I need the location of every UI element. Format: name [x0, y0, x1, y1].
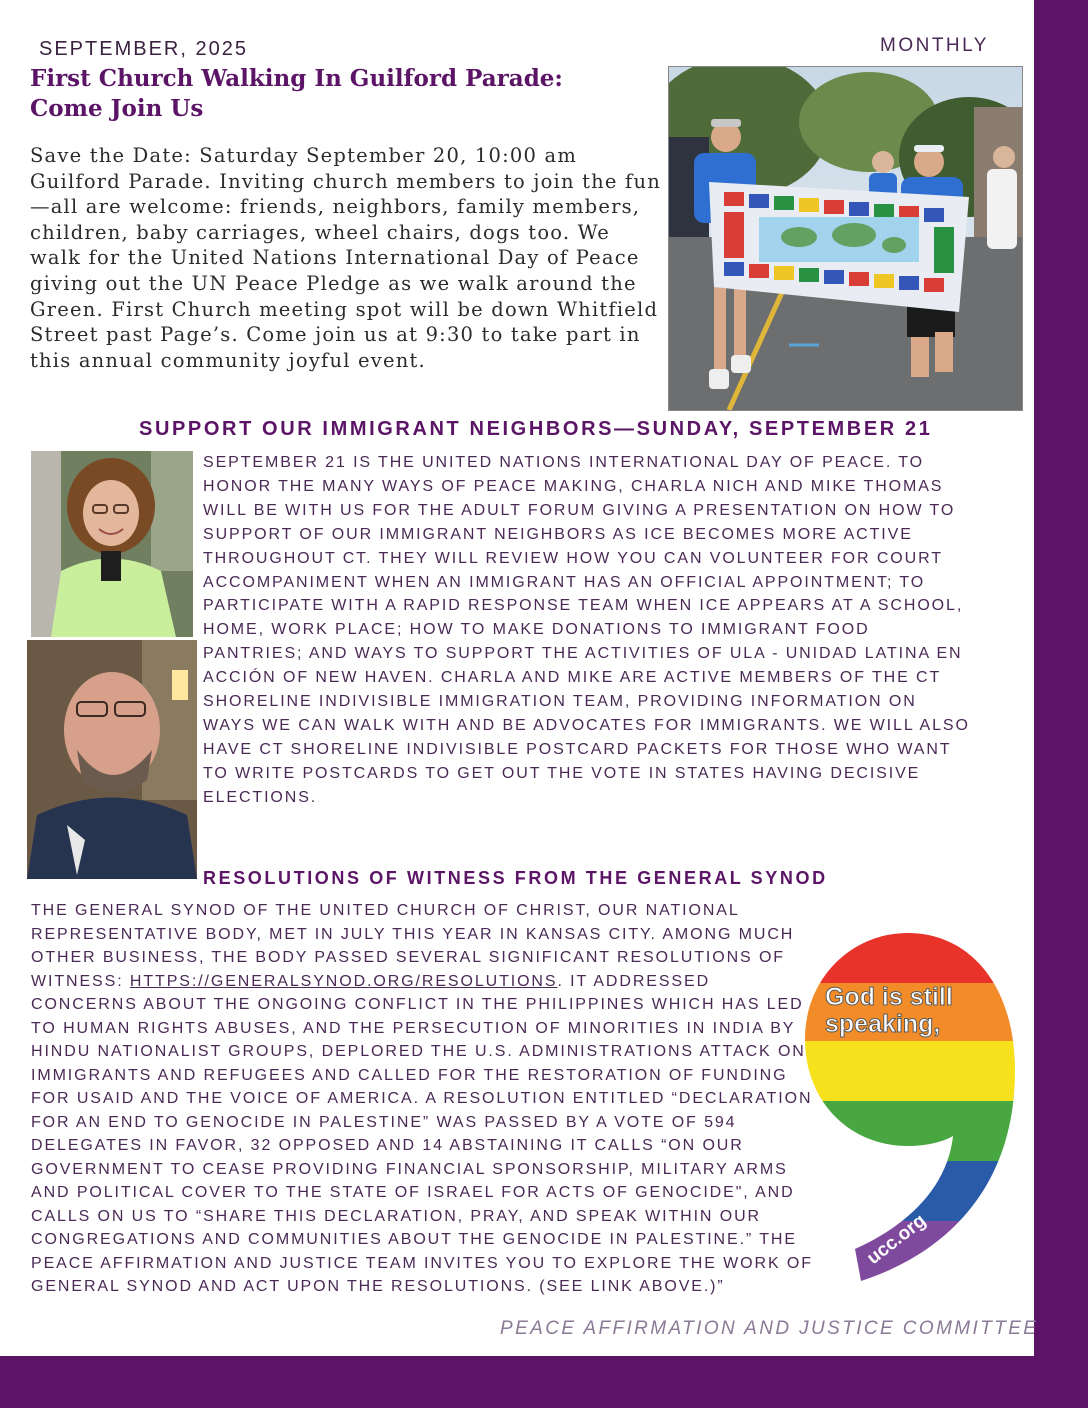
- ucc-comma-logo: [803, 931, 1018, 1283]
- resolutions-text-part2: . IT ADDRESSED CONCERNS ABOUT THE ONGOING CONFLICT IN THE PHILIPPINES WHICH HAS LED TO HUMAN RIGHTS ABUSES, AND THE PERSECUTION OF MINORITIES IN INDIA BY HINDU NATIONALIST GROUPS, DEPLORED THE U.S. ADMINISTRATIONS ATTACK ON IMMIGRANTS AND REFUGEES AND CALLED FOR THE RESTORATION OF FUNDING FOR USAID AND THE VOICE OF AMERICA. A RESOLUTION ENTITLED “DECLARATION FOR AN END TO GENOCIDE IN PALESTINE” WAS PASSED BY A VOTE OF 594 DELEGATES IN FAVOR, 32 OPPOSED AND 14 ABSTAINING IT CALLS “ON OUR GOVERNMENT TO CEASE PROVIDING FINANCIAL SPONSORSHIP, MILITARY ARMS AND POLITICAL COVER TO THE STATE OF ISRAEL FOR ACTS OF GENOCIDE", AND CALLS ON US TO “SHARE THIS DECLARATION, PRAY, AND SPEAK WITHIN OUR CONGREGATIONS AND COMMUNITIES ABOUT THE GENOCIDE IN PALESTINE.” THE PEACE AFFIRMATION AND JUSTICE TEAM INVITES YOU TO EXPLORE THE WORK OF GENERAL SYNOD AND ACT UPON THE RESOLUTIONS. (SEE LINK ABOVE.)”: [31, 972, 813, 1295]
- parade-article-title: First Church Walking In Guilford Parade: Come Join Us: [30, 65, 563, 122]
- footer-committee-signature: PEACE AFFIRMATION AND JUSTICE COMMITTEE: [500, 1318, 1039, 1339]
- ucc-logo-line1: God is still: [825, 983, 953, 1011]
- immigrant-section-body: SEPTEMBER 21 IS THE UNITED NATIONS INTERNATIONAL DAY OF PEACE. TO HONOR THE MANY WAYS OF PEACE MAKING, CHARLA NICH AND MIKE THOMAS WILL BE WITH US FOR THE ADULT FORUM GIVING A PRESENTATION ON HOW TO SUPPORT OF OUR IMMIGRANT NEIGHBORS AS ICE BECOMES MORE ACTIVE THROUGHOUT CT. THEY WILL REVIEW HOW YOU CAN VOLUNTEER FOR COURT ACCOMPANIMENT WHEN AN IMMIGRANT HAS AN OFFICIAL APPOINTMENT; TO PARTICIPATE WITH A RAPID RESPONSE TEAM WHEN ICE APPEARS AT A SCHOOL, HOME, WORK PLACE; HOW TO MAKE DONATIONS TO IMMIGRANT FOOD PANTRIES; AND WAYS TO SUPPORT THE ACTIVITIES OF ULA - UNIDAD LATINA EN ACCIÓN OF NEW HAVEN. CHARLA AND MIKE ARE ACTIVE MEMBERS OF THE CT SHORELINE INDIVISIBLE IMMIGRATION TEAM, PROVIDING INFORMATION ON WAYS WE CAN WALK WITH AND BE ADVOCATES FOR IMMIGRANTS. WE WILL ALSO HAVE CT SHORELINE INDIVISIBLE POSTCARD PACKETS FOR THOSE WHO WANT TO WRITE POSTCARDS TO GET OUT THE VOTE IN STATES HAVING DECISIVE ELECTIONS.: [203, 454, 970, 806]
- resolutions-section-heading: RESOLUTIONS OF WITNESS FROM THE GENERAL SYNOD: [203, 868, 828, 888]
- immigrant-section-heading: SUPPORT OUR IMMIGRANT NEIGHBORS—SUNDAY, SEPTEMBER 21: [139, 418, 933, 440]
- resolutions-text-part1: THE GENERAL SYNOD OF THE UNITED CHURCH OF CHRIST, OUR NATIONAL REPRESENTATIVE BODY, MET IN JULY THIS YEAR IN KANSAS CITY. AMONG MUCH OTHER BUSINESS, THE BODY PASSED SEVERAL SIGNIFICANT RESOLUTIONS OF WITNESS:: [31, 902, 795, 990]
- parade-article-body: Save the Date: Saturday September 20, 10:00 am Guilford Parade. Inviting church members to join the fun—all are welcome: friends, neighbors, family members, children, baby carriages, wheel chairs, dogs too. We walk for the United Nations International Day of Peace giving out the UN Peace Pledge as we walk around the Green. First Church meeting spot will be down Whitfield Street past Page’s. Come join us at 9:30 to take part in this annual community joyful event.: [30, 144, 661, 372]
- bottom-border-bar: [0, 1356, 1088, 1408]
- ucc-logo-site: ucc.org: [863, 1210, 931, 1269]
- issue-frequency: MONTHLY: [880, 35, 989, 56]
- general-synod-resolutions-link[interactable]: HTTPS://GENERALSYNOD.ORG/RESOLUTIONS: [129, 972, 558, 990]
- right-border-bar: [1034, 0, 1088, 1408]
- mike-thomas-photo: [27, 640, 197, 879]
- parade-photo: [668, 66, 1023, 411]
- charla-nich-photo: [31, 451, 193, 637]
- ucc-logo-line2: speaking,: [825, 1010, 941, 1038]
- issue-date: SEPTEMBER, 2025: [39, 38, 248, 60]
- resolutions-section-body: [31, 899, 821, 1299]
